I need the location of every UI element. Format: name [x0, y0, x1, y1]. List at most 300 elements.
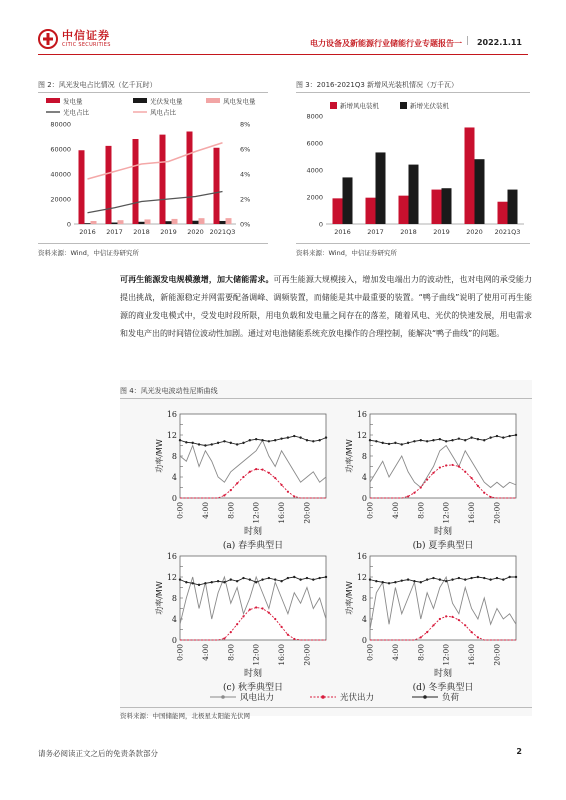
fig4-x-tick-label: 0:00	[175, 644, 185, 661]
fig4-x-tick-label: 4:00	[390, 644, 400, 661]
fig4-point-load	[179, 578, 181, 580]
fig2-bar-wind	[91, 221, 97, 224]
fig4-point-load	[432, 439, 434, 441]
fig4-y-tick-label: 16	[166, 410, 177, 419]
fig4-y-tick-label: 4	[171, 473, 177, 482]
fig4-y-tick-label: 0	[171, 494, 177, 503]
fig3-bar-wind	[432, 190, 442, 224]
fig2-bar-generation	[187, 132, 193, 225]
fig4-point-load	[413, 440, 415, 442]
fig2-bar-wind	[118, 220, 124, 224]
fig3-title-rule	[296, 92, 530, 93]
fig4-y-tick-label: 12	[166, 573, 177, 582]
fig2-bar-pv	[193, 221, 199, 224]
fig4-y-tick-label: 12	[356, 573, 367, 582]
fig2-bar-generation	[133, 139, 139, 224]
fig4-y-tick-label: 0	[171, 636, 177, 645]
fig4-panel-frame	[370, 556, 516, 640]
fig4-point-load	[312, 440, 314, 442]
fig4-bottom-rule	[120, 707, 532, 708]
fig2-bar-generation	[79, 150, 85, 224]
page-number: 2	[516, 747, 522, 756]
fig3-y-tick-label: 8000	[306, 112, 323, 121]
fig4-point-load	[249, 578, 251, 580]
fig4-point-load	[375, 440, 377, 442]
fig4-point-load	[432, 577, 434, 579]
fig4-point-pv	[223, 494, 225, 496]
logo-text: 中信证券	[62, 29, 110, 42]
fig4-point-pv	[470, 631, 472, 633]
fig4-x-tick-label: 12:00	[251, 502, 261, 524]
fig4-point-pv	[432, 624, 434, 626]
fig4-point-load	[211, 581, 213, 583]
fig2-bar-generation	[106, 146, 112, 224]
fig4-point-load	[407, 578, 409, 580]
fig4-x-tick-label: 16:00	[467, 502, 477, 524]
fig4-point-load	[413, 580, 415, 582]
fig3-bar-pv	[376, 152, 386, 224]
fig4-point-load	[508, 435, 510, 437]
fig4-point-load	[489, 578, 491, 580]
fig4-point-load	[306, 577, 308, 579]
fig4-point-pv	[268, 472, 270, 474]
fig4-point-load	[268, 440, 270, 442]
fig4-panel-frame	[370, 414, 516, 498]
fig4-point-load	[306, 439, 308, 441]
fig4-point-pv	[261, 607, 263, 609]
header-separator: |	[465, 36, 469, 46]
fig4-point-pv	[230, 489, 232, 491]
fig4-point-load	[426, 440, 428, 442]
fig2-y2-tick-label: 8%	[240, 120, 251, 129]
fig4-point-load	[318, 439, 320, 441]
fig3-chart	[296, 94, 530, 242]
fig4-x-tick-label: 0:00	[365, 644, 375, 661]
fig4-point-pv	[223, 637, 225, 639]
fig4-point-load	[483, 439, 485, 441]
fig3-x-tick-label: 2020	[466, 228, 483, 236]
paragraph-body: 可再生能源大规模接入，增加发电端出力的波动性，也对电网的承受能力提出挑战，新能源稳定并网需要配备调峰、调频装置，而储能是其中最重要的装置。“鸭子曲线”说明了使用可再生能源的商业发电模式中，受发电时段所限，用电负载和发电量之间存在的落差，随着风电、光伏的快速发展，用电需求和发电产出的时间错位波动性加剧。通过对电池储能系统充放电操作的合理控制，能解决“鸭子曲线”的问题。	[120, 275, 533, 338]
fig4-point-load	[299, 436, 301, 438]
fig2-bar-generation	[160, 135, 166, 224]
fig2-legend-label: 光伏发电量	[150, 97, 183, 106]
fig4-x-tick-label: 4:00	[200, 502, 210, 519]
fig2-x-tick-label: 2020	[187, 228, 204, 236]
fig4-point-load	[191, 442, 193, 444]
fig4-x-tick-label: 12:00	[441, 502, 451, 524]
fig3-bar-pv	[475, 159, 485, 224]
fig4-point-load	[477, 438, 479, 440]
fig4-point-load	[508, 576, 510, 578]
fig4-point-load	[369, 578, 371, 580]
fig4-point-pv	[464, 471, 466, 473]
fig4-point-pv	[274, 618, 276, 620]
fig4-point-load	[401, 579, 403, 581]
fig4-point-load	[426, 578, 428, 580]
fig4-y-tick-label: 16	[166, 552, 177, 561]
fig4-point-load	[236, 580, 238, 582]
fig2-legend-swatch	[206, 98, 220, 103]
fig4-x-axis-label: 时刻	[433, 669, 453, 679]
fig4-point-load	[287, 436, 289, 438]
fig4-legend-label: 负荷	[442, 693, 460, 703]
fig4-y-tick-label: 16	[356, 410, 367, 419]
fig4-point-pv	[249, 608, 251, 610]
fig4-x-tick-label: 8:00	[416, 502, 426, 519]
fig4-y-tick-label: 0	[361, 636, 367, 645]
fig3-bar-wind	[366, 198, 376, 224]
footer-disclaimer: 请务必阅读正文之后的免责条款部分	[38, 749, 158, 758]
fig4-legend-marker	[221, 695, 225, 699]
fig4-point-load	[198, 584, 200, 586]
fig4-panel-caption: (b) 夏季典型日	[412, 541, 474, 551]
fig3-y-tick-label: 6000	[306, 139, 323, 148]
fig4-x-axis-label: 时刻	[433, 527, 453, 537]
fig4-point-load	[420, 439, 422, 441]
fig4-point-load	[242, 442, 244, 444]
fig4-x-axis-label: 时刻	[243, 527, 263, 537]
fig4-point-pv	[293, 638, 295, 640]
fig4-x-tick-label: 16:00	[277, 502, 287, 524]
fig2-x-tick-label: 2017	[106, 228, 123, 236]
body-paragraph	[120, 271, 532, 343]
fig2-x-tick-label: 2018	[133, 228, 150, 236]
fig2-title: 图 2：风光发电占比情况（亿千瓦时）	[38, 81, 157, 89]
fig4-point-pv	[413, 492, 415, 494]
fig4-point-pv	[426, 631, 428, 633]
header-divider	[38, 54, 528, 55]
fig2-y2-tick-label: 0%	[240, 220, 251, 229]
fig4-point-pv	[287, 634, 289, 636]
fig4-point-load	[223, 581, 225, 583]
fig4-point-load	[280, 580, 282, 582]
fig4-x-tick-label: 16:00	[467, 644, 477, 666]
fig4-x-tick-label: 4:00	[390, 502, 400, 519]
fig2-legend-swatch	[133, 98, 147, 103]
fig2-legend-swatch	[46, 98, 60, 103]
fig4-point-pv	[458, 619, 460, 621]
fig4-point-pv	[490, 496, 492, 498]
fig4-title-rule	[120, 398, 532, 399]
fig3-y-tick-label: 0	[318, 220, 323, 229]
fig4-point-load	[458, 437, 460, 439]
fig4-y-axis-label: 功率/MW	[345, 439, 354, 473]
fig4-point-load	[268, 577, 270, 579]
fig4-y-tick-label: 16	[356, 552, 367, 561]
fig3-x-tick-label: 2016	[334, 228, 351, 236]
fig4-point-load	[477, 576, 479, 578]
fig4-point-pv	[268, 612, 270, 614]
fig4-point-load	[464, 439, 466, 441]
fig2-bar-generation	[214, 148, 220, 224]
fig2-x-tick-label: 2021Q3	[209, 228, 236, 236]
fig4-point-load	[483, 577, 485, 579]
fig4-point-load	[280, 437, 282, 439]
fig4-point-load	[451, 439, 453, 441]
fig4-point-load	[185, 441, 187, 443]
fig4-point-pv	[464, 624, 466, 626]
fig2-legend-label: 风电发电量	[223, 97, 256, 106]
fig4-point-load	[489, 436, 491, 438]
fig4-point-load	[217, 580, 219, 582]
fig3-x-tick-label: 2021Q3	[494, 228, 521, 236]
fig4-x-tick-label: 8:00	[226, 644, 236, 661]
fig3-legend-swatch	[400, 102, 407, 109]
fig2-x-tick-label: 2016	[79, 228, 96, 236]
fig4-panel-frame	[180, 414, 326, 498]
fig4-point-load	[204, 444, 206, 446]
fig4-point-pv	[477, 636, 479, 638]
fig4-point-pv	[420, 636, 422, 638]
fig2-bottom-rule	[38, 243, 268, 244]
fig4-point-pv	[242, 615, 244, 617]
fig2-source: 资料来源：Wind，中信证券研究所	[38, 249, 139, 257]
fig4-x-tick-label: 8:00	[416, 644, 426, 661]
fig4-point-load	[249, 439, 251, 441]
fig2-legend-label: 发电量	[63, 97, 83, 106]
fig4-point-load	[274, 578, 276, 580]
fig2-bar-wind	[226, 218, 232, 224]
fig4-point-load	[204, 582, 206, 584]
fig4-point-load	[515, 576, 517, 578]
fig4-y-tick-label: 12	[166, 431, 177, 440]
fig3-title: 图 3：2016-2021Q3 新增风光装机情况（万千瓦）	[296, 81, 459, 89]
fig4-point-pv	[293, 495, 295, 497]
fig4-x-tick-label: 20:00	[302, 502, 312, 524]
fig4-point-pv	[236, 623, 238, 625]
fig3-x-tick-label: 2018	[400, 228, 417, 236]
fig4-point-pv	[230, 631, 232, 633]
fig4-point-pv	[249, 471, 251, 473]
fig2-bar-wind	[199, 218, 205, 224]
fig4-point-load	[375, 580, 377, 582]
fig4-panel-caption: (a) 春季典型日	[222, 541, 284, 551]
fig4-point-load	[293, 576, 295, 578]
fig3-bar-wind	[399, 196, 409, 224]
fig3-legend-label: 新增风电装机	[340, 102, 379, 110]
fig4-title: 图 4：风光发电波动性尼斯曲线	[120, 387, 218, 395]
fig4-point-load	[394, 581, 396, 583]
fig4-point-pv	[280, 626, 282, 628]
fig4-legend-label: 光伏出力	[340, 693, 375, 703]
fig4-y-tick-label: 8	[361, 594, 367, 603]
fig2-bar-pv	[112, 223, 118, 224]
fig4-point-load	[318, 577, 320, 579]
fig3-bar-pv	[343, 177, 353, 224]
fig4-point-load	[217, 442, 219, 444]
fig4-y-tick-label: 4	[171, 615, 177, 624]
fig3-bar-pv	[508, 190, 518, 224]
fig4-point-load	[388, 443, 390, 445]
fig4-point-pv	[426, 479, 428, 481]
fig3-bar-pv	[409, 165, 419, 224]
citic-logo-icon	[38, 29, 58, 49]
fig4-x-tick-label: 12:00	[251, 644, 261, 666]
fig4-point-load	[185, 581, 187, 583]
fig4-x-tick-label: 0:00	[365, 502, 375, 519]
fig4-point-pv	[458, 465, 460, 467]
fig4-point-load	[191, 582, 193, 584]
fig4-point-load	[401, 443, 403, 445]
fig4-point-load	[325, 576, 327, 578]
fig4-point-load	[439, 438, 441, 440]
fig4-y-axis-label: 功率/MW	[155, 439, 164, 473]
fig4-y-tick-label: 0	[361, 494, 367, 503]
fig4-point-load	[223, 440, 225, 442]
fig2-title-rule	[38, 92, 268, 93]
fig4-point-pv	[451, 616, 453, 618]
fig4-point-load	[230, 578, 232, 580]
fig4-y-tick-label: 12	[356, 431, 367, 440]
fig4-point-load	[230, 442, 232, 444]
fig4-point-pv	[470, 477, 472, 479]
fig4-x-axis-label: 时刻	[243, 669, 263, 679]
fig4-point-pv	[439, 618, 441, 620]
fig4-point-pv	[477, 485, 479, 487]
fig4-point-load	[242, 577, 244, 579]
fig4-point-pv	[432, 472, 434, 474]
logo-subtext: CITIC SECURITIES	[62, 42, 111, 48]
fig4-point-load	[496, 577, 498, 579]
fig2-bar-wind	[172, 219, 178, 224]
fig3-bar-wind	[333, 198, 343, 224]
fig4-y-axis-label: 功率/MW	[345, 581, 354, 615]
fig4-x-tick-label: 8:00	[226, 502, 236, 519]
fig4-point-load	[261, 578, 263, 580]
fig4-point-load	[388, 582, 390, 584]
fig4-point-load	[496, 435, 498, 437]
fig4-point-load	[293, 435, 295, 437]
fig4-chart	[120, 400, 532, 708]
fig4-point-load	[439, 578, 441, 580]
fig4-point-load	[381, 581, 383, 583]
fig2-y2-tick-label: 4%	[240, 170, 251, 179]
fig4-point-load	[451, 578, 453, 580]
fig4-y-tick-label: 8	[171, 452, 177, 461]
fig4-point-load	[445, 440, 447, 442]
fig3-bar-wind	[498, 202, 508, 224]
fig4-point-pv	[236, 482, 238, 484]
fig3-bottom-rule	[296, 243, 530, 244]
fig2-y-tick-label: 80000	[50, 120, 71, 129]
fig4-point-load	[211, 443, 213, 445]
fig4-panel-caption: (d) 冬季典型日	[412, 683, 474, 693]
fig4-point-pv	[255, 606, 257, 608]
fig4-point-load	[236, 443, 238, 445]
fig2-bar-pv	[166, 221, 172, 224]
report-date: 2022.1.11	[476, 38, 522, 47]
fig4-point-load	[198, 443, 200, 445]
fig4-y-tick-label: 4	[361, 615, 367, 624]
fig4-point-load	[464, 578, 466, 580]
fig4-y-axis-label: 功率/MW	[155, 581, 164, 615]
fig3-source: 资料来源：Wind，中信证券研究所	[296, 249, 397, 257]
fig4-point-load	[381, 442, 383, 444]
fig4-point-load	[420, 581, 422, 583]
fig4-y-tick-label: 4	[361, 473, 367, 482]
fig3-bar-pv	[442, 188, 452, 224]
fig4-point-load	[470, 436, 472, 438]
fig4-legend-marker	[321, 695, 325, 699]
fig4-x-tick-label: 20:00	[302, 644, 312, 666]
fig2-y-tick-label: 20000	[50, 195, 71, 204]
fig2-x-tick-label: 2019	[160, 228, 177, 236]
fig4-point-pv	[407, 495, 409, 497]
paragraph-lead: 可再生能源发电规模激增，加大储能需求。	[120, 275, 274, 284]
fig4-point-load	[179, 439, 181, 441]
fig4-point-load	[325, 436, 327, 438]
fig4-point-pv	[420, 486, 422, 488]
fig4-point-load	[261, 439, 263, 441]
fig4-point-pv	[280, 484, 282, 486]
fig2-bar-wind	[145, 219, 151, 224]
fig3-y-tick-label: 2000	[306, 193, 323, 202]
fig4-point-load	[312, 578, 314, 580]
fig4-point-load	[515, 434, 517, 436]
fig4-point-load	[502, 436, 504, 438]
fig4-point-pv	[255, 468, 257, 470]
fig4-point-pv	[451, 464, 453, 466]
fig2-y2-tick-label: 2%	[240, 195, 251, 204]
fig4-x-tick-label: 4:00	[200, 644, 210, 661]
fig3-y-tick-label: 4000	[306, 166, 323, 175]
fig2-y2-tick-label: 6%	[240, 145, 251, 154]
fig2-y-tick-label: 60000	[50, 145, 71, 154]
fig3-legend-swatch	[330, 102, 337, 109]
fig2-chart	[38, 94, 272, 242]
fig2-y-tick-label: 0	[66, 220, 71, 229]
fig4-point-load	[299, 578, 301, 580]
fig4-panel-caption: (c) 秋季典型日	[223, 683, 283, 693]
fig4-point-load	[287, 577, 289, 579]
fig4-point-load	[369, 439, 371, 441]
fig4-point-load	[255, 581, 257, 583]
report-title: 电力设备及新能源行业储能行业专题报告一	[310, 39, 462, 48]
fig4-y-tick-label: 8	[171, 594, 177, 603]
fig4-x-tick-label: 12:00	[441, 644, 451, 666]
fig4-point-load	[502, 578, 504, 580]
fig2-bar-pv	[220, 221, 226, 224]
fig4-legend-label: 风电出力	[240, 693, 275, 703]
fig4-point-pv	[439, 466, 441, 468]
fig2-legend-label: 光电占比	[63, 108, 89, 117]
fig4-source: 资料来源：中国储能网，北极星太阳能光伏网	[120, 712, 250, 720]
fig4-x-tick-label: 16:00	[277, 644, 287, 666]
fig4-point-pv	[483, 492, 485, 494]
fig3-legend-label: 新增光伏装机	[410, 102, 449, 110]
fig2-legend-label: 风电占比	[150, 108, 176, 117]
fig4-point-load	[470, 577, 472, 579]
fig4-point-load	[255, 438, 257, 440]
fig3-x-tick-label: 2017	[367, 228, 384, 236]
fig4-point-pv	[287, 491, 289, 493]
fig2-bar-pv	[85, 223, 91, 224]
fig4-x-tick-label: 0:00	[175, 502, 185, 519]
fig4-point-load	[407, 442, 409, 444]
fig4-point-pv	[445, 615, 447, 617]
fig4-point-pv	[445, 464, 447, 466]
fig4-legend-marker	[423, 695, 427, 699]
fig4-point-pv	[274, 477, 276, 479]
fig4-x-tick-label: 20:00	[492, 502, 502, 524]
fig4-point-pv	[242, 476, 244, 478]
fig4-point-load	[394, 442, 396, 444]
fig2-bar-pv	[139, 222, 145, 224]
fig4-y-tick-label: 8	[361, 452, 367, 461]
fig4-point-load	[445, 580, 447, 582]
fig4-point-load	[274, 439, 276, 441]
fig4-x-tick-label: 20:00	[492, 644, 502, 666]
